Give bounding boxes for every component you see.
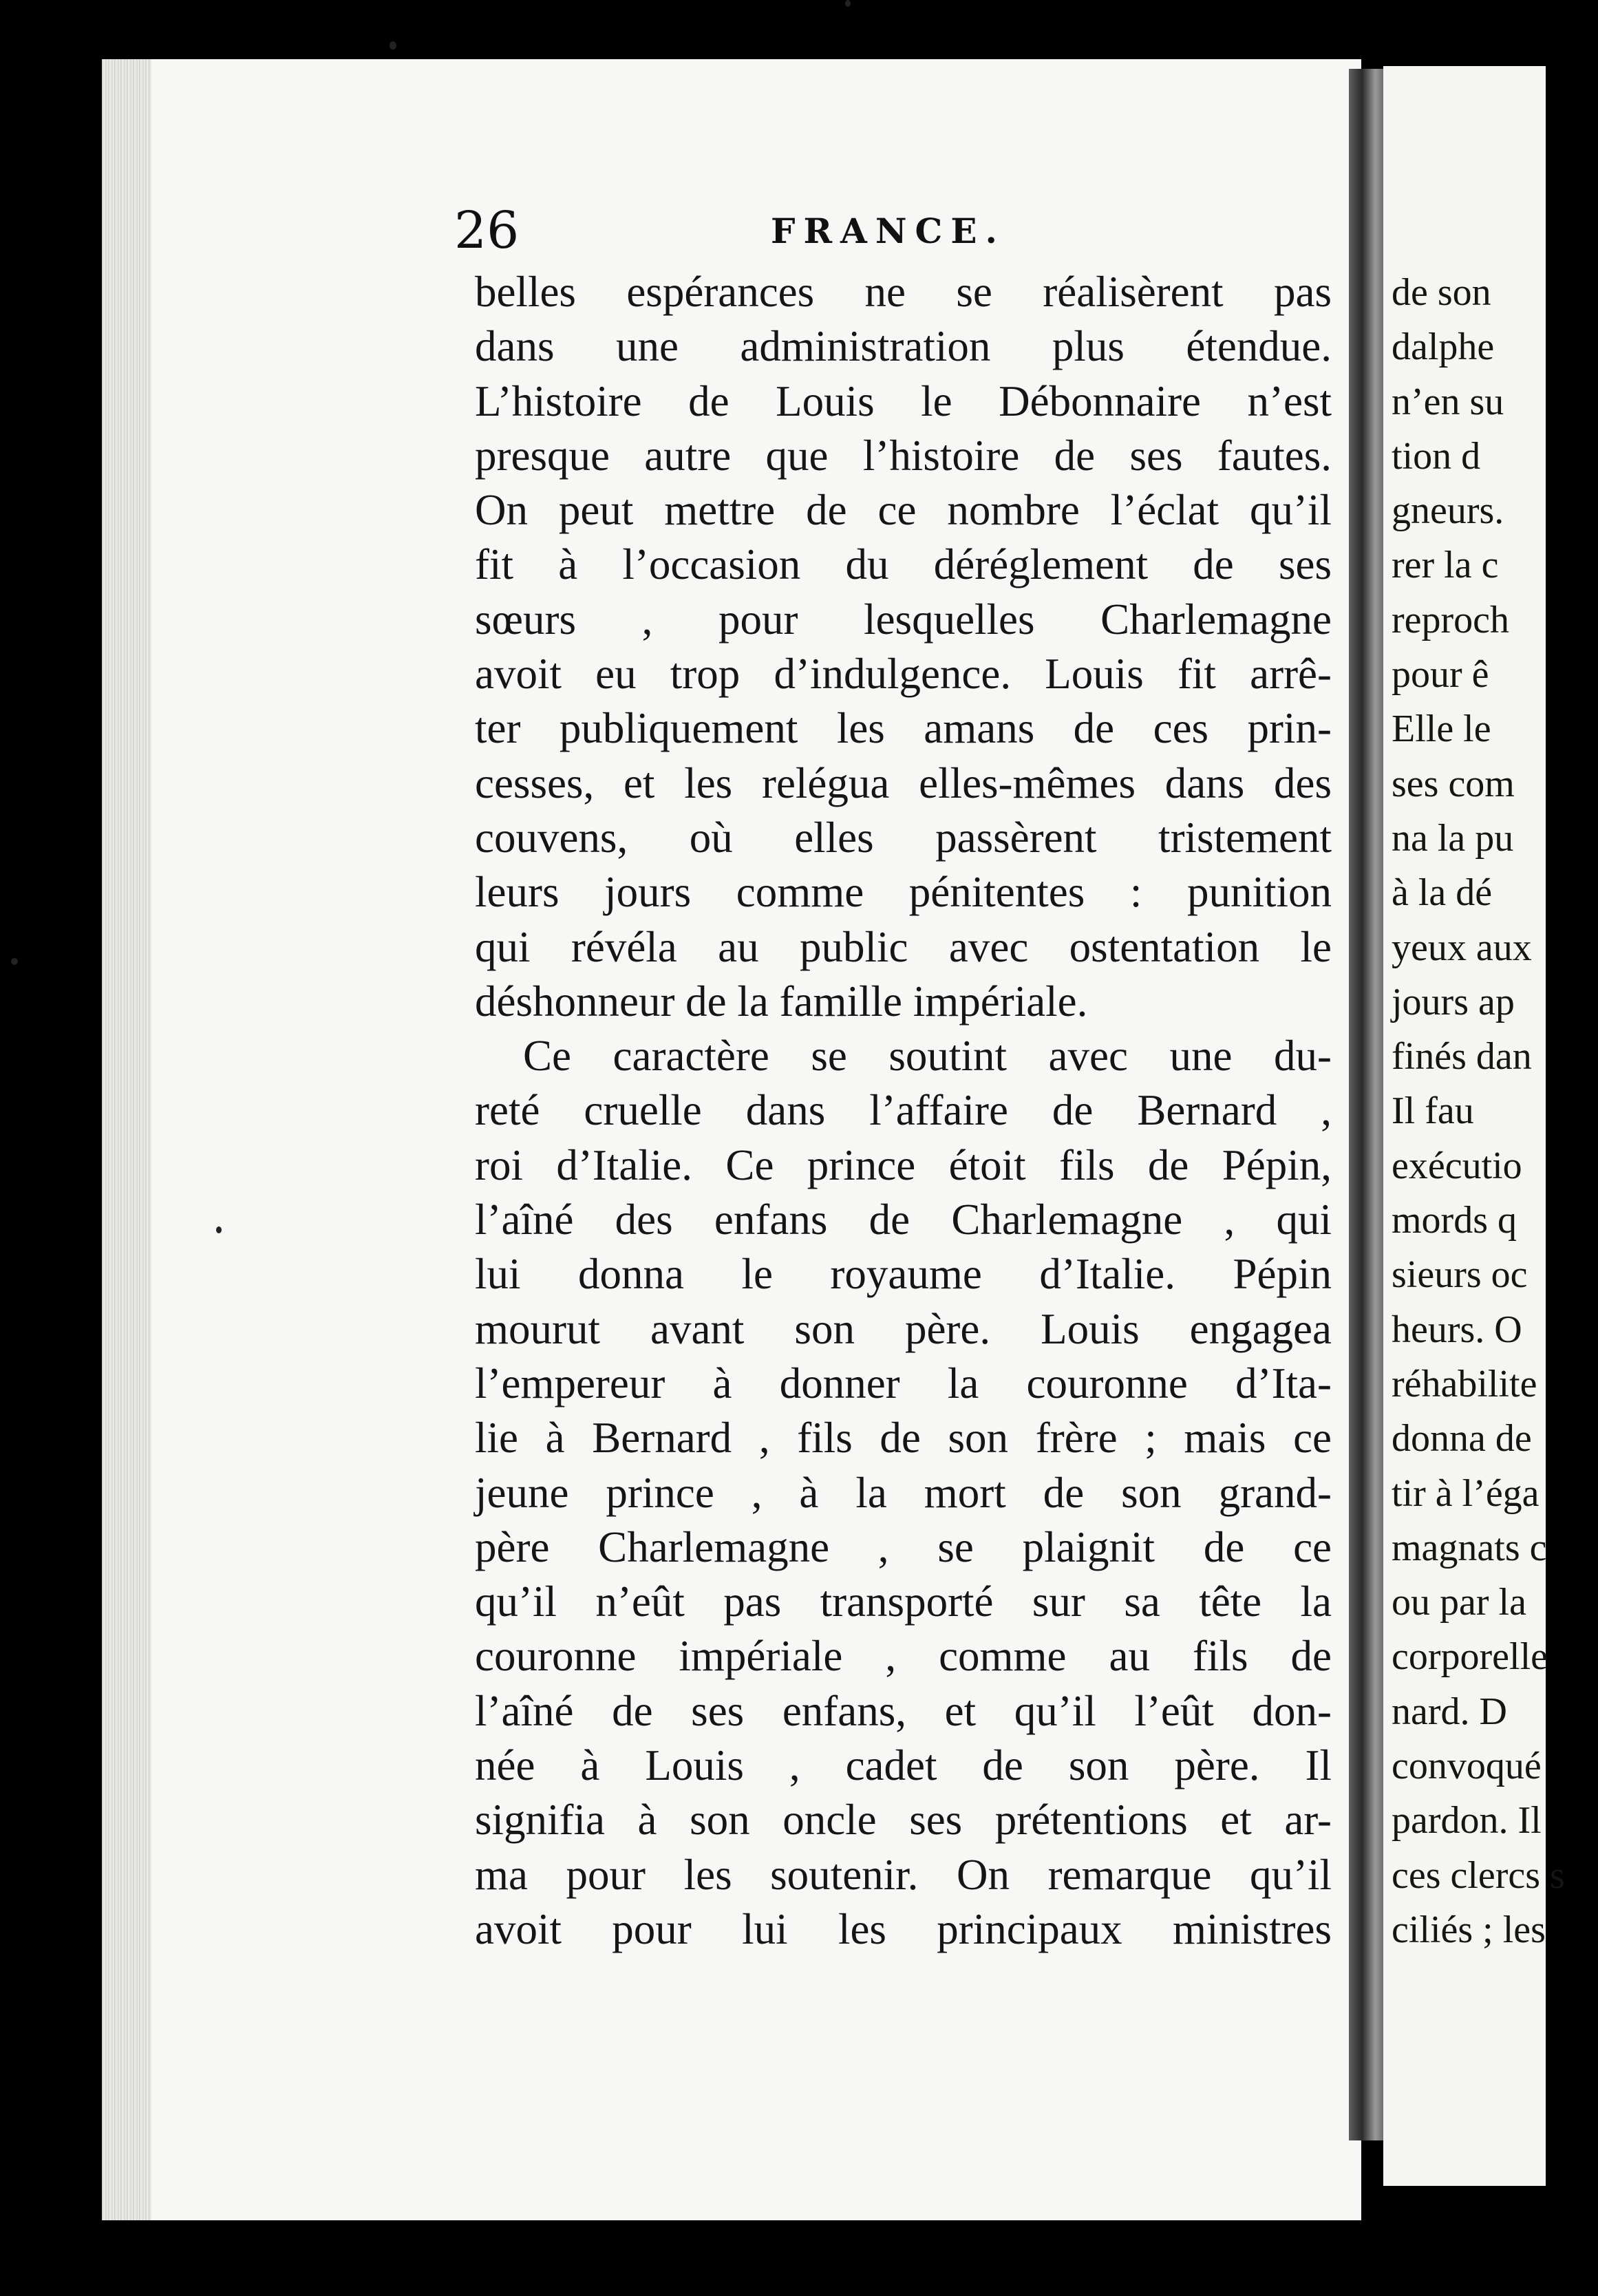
text-line: magnats c: [1392, 1526, 1547, 1569]
text-line: jeune prince , à la mort de son grand-: [475, 1468, 1332, 1517]
left-page-body-text: [475, 265, 1332, 1957]
text-line: ses com: [1392, 762, 1515, 805]
text-line: roi d’Italie. Ce prince étoit fils de Pépin,: [475, 1140, 1332, 1189]
text-line: l’aîné de ses enfans, et qu’il l’eût don-: [475, 1686, 1332, 1735]
text-line: rer la c: [1392, 544, 1499, 587]
text-line: leurs jours comme pénitentes : punition: [475, 868, 1332, 917]
text-line: de son: [1392, 271, 1491, 314]
text-line: Il fau: [1392, 1089, 1474, 1133]
scan-speck: [845, 0, 851, 7]
text-line: pardon. Il: [1392, 1799, 1542, 1842]
text-line: reté cruelle dans l’affaire de Bernard ,: [475, 1086, 1332, 1135]
text-line: avoit eu trop d’indulgence. Louis fit arrê-: [475, 650, 1332, 699]
text-line: nard. D: [1392, 1690, 1507, 1733]
text-line: exécutio: [1392, 1144, 1522, 1187]
text-line: dans une administration plus étendue.: [475, 322, 1332, 371]
text-line: Elle le: [1392, 708, 1491, 751]
text-line: avoit pour lui les principaux ministres: [475, 1904, 1332, 1953]
text-line: finés dan: [1392, 1035, 1532, 1078]
text-line: dalphe: [1392, 326, 1495, 369]
page-edge: [102, 59, 151, 2220]
text-line: donna de: [1392, 1417, 1532, 1460]
text-line: On peut mettre de ce nombre l’éclat qu’il: [475, 486, 1332, 535]
page-header: [454, 200, 1349, 262]
text-line: reproch: [1392, 598, 1510, 641]
text-line: lui donna le royaume d’Italie. Pépin: [475, 1250, 1332, 1299]
text-line: convoqué: [1392, 1745, 1542, 1788]
scan-speck: [11, 958, 18, 965]
text-line: ter publiquement les amans de ces prin-: [475, 704, 1332, 753]
text-line: qu’il n’eût pas transporté sur sa tête la: [475, 1577, 1332, 1626]
scan-speck: [216, 1226, 222, 1233]
text-line: belles espérances ne se réalisèrent pas: [475, 268, 1332, 316]
text-line: gneurs.: [1392, 489, 1504, 533]
page-number: 26: [454, 201, 520, 260]
text-line: pour ê: [1392, 653, 1489, 697]
text-line: sieurs oc: [1392, 1253, 1528, 1297]
text-line: corporelle: [1392, 1635, 1548, 1679]
text-line: lie à Bernard , fils de son frère ; mais ce: [475, 1414, 1332, 1463]
text-line: fit à l’occasion du déréglement de ses: [475, 540, 1332, 589]
text-line: jours ap: [1392, 980, 1515, 1023]
text-line: ces clercs s: [1392, 1853, 1565, 1897]
text-line: yeux aux: [1392, 926, 1532, 969]
text-line: sœurs , pour lesquelles Charlemagne: [475, 595, 1332, 644]
text-line: signifia à son oncle ses prétentions et ar-: [475, 1796, 1332, 1845]
text-line: mords q: [1392, 1199, 1517, 1242]
text-line: tion d: [1392, 434, 1481, 478]
text-line: déshonneur de la famille impériale.: [475, 977, 1088, 1025]
text-line: à la dé: [1392, 871, 1493, 915]
scan-speck: [390, 41, 396, 50]
text-line: cesses, et les relégua elles-mêmes dans des: [475, 758, 1332, 807]
text-line: née à Louis , cadet de son père. Il: [475, 1741, 1332, 1790]
text-line: réhabilite: [1392, 1362, 1537, 1405]
text-line: ou par la: [1392, 1581, 1526, 1624]
text-line: presque autre que l’histoire de ses fautes.: [475, 431, 1332, 480]
text-line: L’histoire de Louis le Débonnaire n’est: [475, 376, 1332, 425]
text-line: couvens, où elles passèrent tristement: [475, 813, 1332, 862]
text-line: tir à l’éga: [1392, 1471, 1540, 1515]
text-line: ma pour les soutenir. On remarque qu’il: [475, 1850, 1332, 1899]
running-head: FRANCE.: [771, 211, 1005, 251]
text-line: na la pu: [1392, 816, 1514, 860]
text-line: couronne impériale , comme au fils de: [475, 1632, 1332, 1681]
text-line: n’en su: [1392, 380, 1504, 423]
text-line: qui révéla au public avec ostentation le: [475, 922, 1332, 971]
right-page-partial-text: [1392, 266, 1598, 1957]
text-line: l’empereur à donner la couronne d’Ita-: [475, 1359, 1332, 1407]
text-line: ciliés ; les: [1392, 1908, 1546, 1951]
text-line: Ce caractère se soutint avec une du-: [523, 1032, 1332, 1081]
text-line: mourut avant son père. Louis engagea: [475, 1304, 1332, 1353]
right-page-text-wrapper: [1383, 66, 1565, 2186]
text-line: heurs. O: [1392, 1308, 1522, 1351]
text-line: père Charlemagne , se plaignit de ce: [475, 1522, 1332, 1571]
text-line: l’aîné des enfans de Charlemagne , qui: [475, 1195, 1332, 1244]
